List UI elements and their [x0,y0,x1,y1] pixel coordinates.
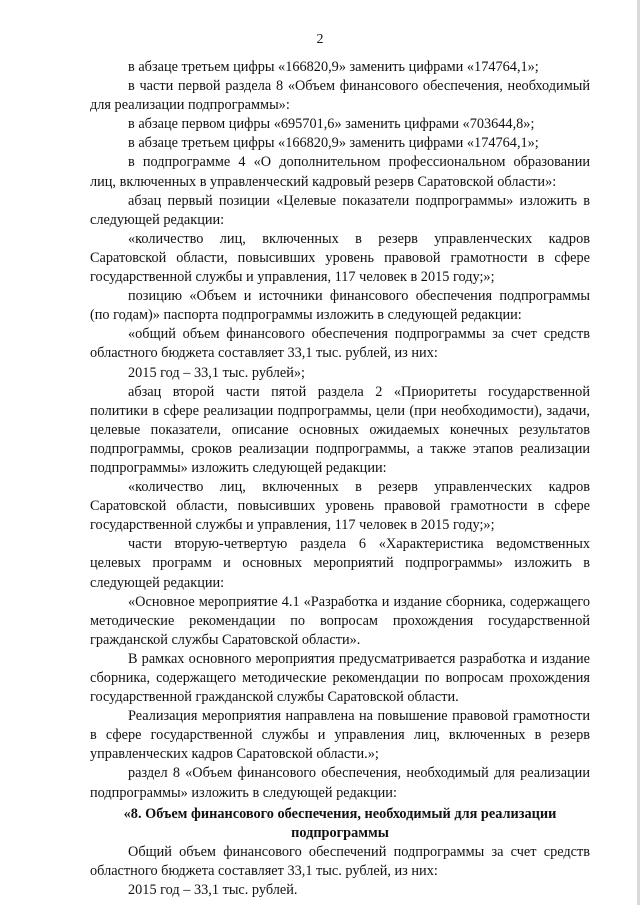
paragraph: в части первой раздела 8 «Объем финансового обеспечения, необходимый для реализации подпрограммы»: [90,78,590,114]
paragraph: В рамках основного мероприятия предусматривается разработка и издание сборника, содержащего методические рекомендации по вопросам прохождения государственной гражданской службы Саратовской области. [90,650,590,706]
paragraph: в абзаце третьем цифры «166820,9» заменить цифрами «174764,1»; [128,135,539,152]
paragraph: в подпрограмме 4 «О дополнительном профессиональном образовании лиц, включенных в управленческий кадровый резерв Саратовской области»: [90,154,590,190]
paragraph: «количество лиц, включенных в резерв управленческих кадров Саратовской области, повысивших уровень правовой грамотности в сфере государственной службы и управления, 117 человек в 2015 году;»; [90,479,590,534]
paragraph: Общий объем финансового обеспечений подпрограммы за счет средств областного бюджета составляет 33,1 тыс. рублей, из них: [90,843,590,879]
paragraph: позицию «Объем и источники финансового обеспечения подпрограммы (по годам)» паспорта подпрограммы изложить в следующей редакции: [90,288,590,324]
section-heading: «8. Объем финансового обеспечения, необходимый для реализации подпрограммы [123,805,557,841]
paragraph: «Основное мероприятие 4.1 «Разработка и издание сборника, содержащего методические рекомендации по вопросам прохождения государственной гражданской службы Саратовской области». [90,593,590,648]
paragraph: Реализация мероприятия направлена на повышение правовой грамотности в сфере государственной службы и управления лиц, включенных в резерв управленческих кадров Саратовской области.»; [90,708,590,763]
paragraph: «общий объем финансового обеспечения подпрограммы за счет средств областного бюджета составляет 33,1 тыс. рублей, из них: [90,326,590,362]
paragraph: абзац второй части пятой раздела 2 «Приоритеты государственной политики в сфере реализации подпрограммы, цели (при необходимости), задачи, целевые показатели, описание основных ожидаемых конечных результатов подпрограммы, сроков реализации подпрограммы, а также этапов реализации подпрограммы» изложить следующей редакции: [90,383,590,476]
paragraph: абзац первый позиции «Целевые показатели подпрограммы» изложить в следующей редакции: [90,192,590,228]
paragraph: части вторую-четвертую раздела 6 «Характеристика ведомственных целевых программ и основных мероприятий подпрограммы» изложить в следующей редакции: [90,536,590,591]
paragraph: в абзаце первом цифры «695701,6» заменить цифрами «703644,8»; [128,116,535,133]
paragraph: «количество лиц, включенных в резерв управленческих кадров Саратовской области, повысивших уровень правовой грамотности в сфере государственной службы и управления, 117 человек в 2015 году;»; [90,230,590,286]
paragraph: 2015 год – 33,1 тыс. рублей. [128,882,298,899]
paragraph: в абзаце третьем цифры «166820,9» заменить цифрами «174764,1»; [128,59,539,75]
document-body [90,58,590,900]
page-number: 2 [316,32,324,47]
paragraph: 2015 год – 33,1 тыс. рублей»; [128,364,306,381]
paragraph: раздел 8 «Объем финансового обеспечения, необходимый для реализации подпрограммы» изложить в следующей редакции: [90,765,590,801]
